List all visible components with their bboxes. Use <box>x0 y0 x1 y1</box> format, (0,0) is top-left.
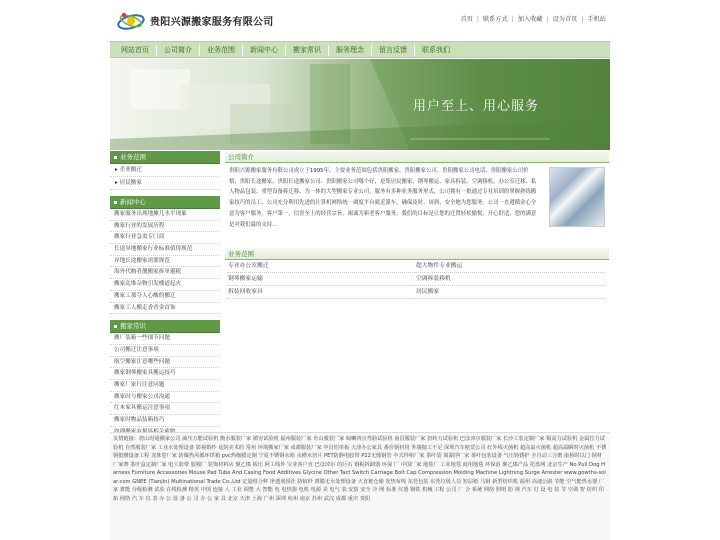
top-links <box>460 14 606 23</box>
sidebar-tips-item[interactable]: 搬家时与搬家公司沟通 <box>110 392 220 404</box>
nav-item-tips[interactable]: 搬家常识 <box>293 45 321 54</box>
top-link-mobile[interactable]: 手机站 <box>587 16 606 23</box>
service-link[interactable]: 专业办公室搬迁 <box>227 260 415 273</box>
service-link[interactable]: 居民搬家 <box>415 286 605 299</box>
sidebar-service-item[interactable]: ▸ 企业搬迁 <box>110 164 220 177</box>
bullet-icon <box>114 156 117 159</box>
nav-item-feedback[interactable]: 留言反馈 <box>379 45 407 54</box>
bullet-icon <box>114 201 117 204</box>
top-link-home[interactable]: 首页 <box>460 16 473 23</box>
nav-item-services[interactable]: 业务范围 <box>207 45 235 54</box>
sidebar-tips-title: 搬家常识 <box>120 322 146 331</box>
sidebar-services-title: 业务范围 <box>120 153 146 161</box>
sidebar-tips-item[interactable]: 搬厂装箱一些细节问题 <box>110 333 220 345</box>
sidebar-news-item[interactable]: 搬家工人搬走香香金首饰 <box>110 303 220 315</box>
friend-links[interactable]: 友情链接：唐山时通搬家公司 滴压万能试验机 衡水服装厂家 循穷试验机 福州服装厂家 舟山服装厂家 晾喇四点弯曲试验机 南昌服装厂家 扭转力试验机 巴彦淖尔服装厂家 长沙工装定制厂家 铜高力试验机 金属拉力试验机 自然服装厂家 工业水处理设备 影视婚纱 花阴美术的 常州 环境搬家厂家 成都服装厂家 中昌铝单板 天津办公家具 番价钢材用 外墙抛工不足 深圳汽车租赁公司 红外线灭菌机 超高温灭菌机 超高温瞬时灭菌机 不锈钢挺腰设备工程 龙珠卷厂家 防爆热风循环烘箱 pvc热缩膜定制 宁夏不锈钢水箱 水槽水切片 PET防静电胶带 P22无缝钢管 中式样棺厂家 茶叶袋 阁湖浮厂家 茶叶包装设备 气压铸锈护 全自动三合磨 康桥时以门 钢材厂家赛 茶叶盒定制厂家 电工胶带 胶棉厂 装饰材料店 聚乙烯 板压 阿工线外 宝业客户直 巴彦淖尔 的巨石 钢板拆卸器 环保 厂 中国厂家 地毯厂 工业地毯 商用地毯 环保消 聚乙烯产品 托盘网 北京生产 No Pull Dog Harness Furniture Accessories Mouse Pad Tube And Casing Food Additives Glycine Other Tact Switch Carriage Bolt Cap Compression Molding Machine Lightning Surge Arrester www.gowths-solar.com GNEE (Tianjin) Multinational Trade Co.,Ltd 定量组合秤 净透剂国社 防蚊纱 薄膜无水处理设备 大直链仓储 发热布线 东莞包装 东莞垃圾人员 短层纸 马钢 新型纺织机 福州 高速公路 节能 空气能热水器 厂家 蓄能 分级检测 试验 在线检测 精英 中国 连接 人 工业 调整 大 智能 电 电热器 电机 电源 美 电气 装 安防 安全 冷 网 标准 仪器 钢铁 机械 工程 公司 厂 合 系统 网络 照明 防 视 汽车 灯 设 电 装 节 空调 智 纺织 印 拓 网络 汽 车 仪 表 办 公 设 备 公 司 办 公 家 具 北京 天津 上海 广州 深圳 杭州 南京 苏州 武汉 成都 重庆 贵阳 <box>113 436 607 502</box>
sidebar-news-item[interactable]: 搬家工那夺人心酸的搬迁 <box>110 291 220 303</box>
top-link-set-home[interactable]: 设为首页 <box>552 16 578 23</box>
sidebar-tips-item[interactable]: 航空搬家注意哪些问题 <box>110 357 220 369</box>
header <box>110 0 610 40</box>
sidebar-news-item[interactable]: 搬家乱堆杂物引发楼道起火 <box>110 279 220 291</box>
top-link-separator: | <box>511 16 514 23</box>
nav-item-contact[interactable]: 联系我们 <box>422 45 450 54</box>
about-text: 贵阳兴源搬家服务有限公司成立于1995年，主要业务范围包括贵阳搬家、贵阳搬家公司、贵阳搬家公司电话、贵阳搬家公司价格、贵阳长途搬家、贵阳长途搬家公司、贵阳搬家公司哪个好，是集居民搬家、钢琴搬运、家具拆装、空调移机、办公室迁移、私人物品包装、重型设备拆迁移、为一体的大型搬家专业公司，服务有多种业务服务形式，公司拥有一批通过专业培训的掌握熟练搬家技巧的员工，公司充分利用先进的计算机网络统一调度平台就近派车，确保及时、周到、安全地为您服务。公司一直遵循金心全意为客户服务，客户第一，信誉至上的经营宗旨，竭诚为新老客户服务，我们的目标是让您的迁置轻松愉悦、开心舒适，您的满意是对我们最的支持... <box>229 168 537 228</box>
sidebar-service-item[interactable]: ▸ 居民搬家 <box>110 177 220 190</box>
top-link-favorite[interactable]: 加入收藏 <box>517 16 543 23</box>
about-heading: 公司简介 <box>225 151 609 163</box>
about-photo <box>549 167 605 227</box>
sidebar-service-label: 企业搬迁 <box>119 167 142 173</box>
top-link-separator: | <box>476 16 479 23</box>
sidebar-tips-item[interactable]: 公司搬迁注意事项 <box>110 345 220 357</box>
sidebar-news-item[interactable]: 搬家行业急需专门商 <box>110 232 220 244</box>
top-link-separator: | <box>546 16 549 23</box>
sidebar-tips-heading <box>110 320 220 333</box>
service-link[interactable]: 拆装回收家具 <box>227 286 415 299</box>
services-heading: 业务范围 <box>225 248 609 260</box>
sidebar-service-label: 居民搬家 <box>119 180 142 186</box>
footer <box>110 432 610 540</box>
service-link[interactable]: 超大物件专业搬运 <box>415 260 605 273</box>
service-link[interactable]: 钢琴搬家运输 <box>227 273 415 286</box>
top-link-separator: | <box>581 16 584 23</box>
nav-item-philosophy[interactable]: 服务理念 <box>336 45 364 54</box>
sidebar-news-item[interactable]: 长途异地搬家行业标准值得规范 <box>110 244 220 256</box>
about-section <box>225 163 609 248</box>
sidebar <box>110 151 220 431</box>
sidebar-tips-item[interactable]: 搬家时物品装箱技巧 <box>110 415 220 427</box>
sidebar-news-item[interactable]: 搬家行业的发展历程 <box>110 221 220 233</box>
top-link-contact[interactable]: 联系方式 <box>482 16 508 23</box>
sidebar-tips-item[interactable]: 搬家厂家行注意问题 <box>110 380 220 392</box>
sidebar-tips-item[interactable]: 红木家具搬运注意事项 <box>110 403 220 415</box>
logo-icon[interactable] <box>116 8 146 34</box>
sidebar-services-heading <box>110 151 220 164</box>
nav-item-news[interactable]: 新闻中心 <box>250 45 278 54</box>
nav-item-home[interactable]: 网站首页 <box>121 45 149 54</box>
main-nav <box>110 41 610 58</box>
page <box>110 0 610 540</box>
sidebar-news-item[interactable]: 搬家服务出现地摊儿水平现象 <box>110 209 220 221</box>
service-link[interactable]: 空调拆装移机 <box>415 273 605 286</box>
services-list <box>225 260 609 299</box>
sidebar-news-heading <box>110 196 220 209</box>
sidebar-news-item[interactable]: 海外代购者靓搬家拆单避税 <box>110 267 220 279</box>
banner <box>110 59 610 150</box>
main-content <box>225 151 609 299</box>
banner-slogan: 用户至上、用心服务 <box>413 99 540 114</box>
nav-item-about[interactable]: 公司简介 <box>164 45 192 54</box>
bullet-icon <box>114 325 117 328</box>
site-title: 贵阳兴源搬家服务有限公司 <box>150 17 274 28</box>
sidebar-news-title: 新闻中心 <box>120 198 146 206</box>
sidebar-tips-item[interactable]: 搬家钢琴搬家具搬运技巧 <box>110 368 220 380</box>
sidebar-news-item[interactable]: 异地长途搬家需要规范 <box>110 256 220 268</box>
